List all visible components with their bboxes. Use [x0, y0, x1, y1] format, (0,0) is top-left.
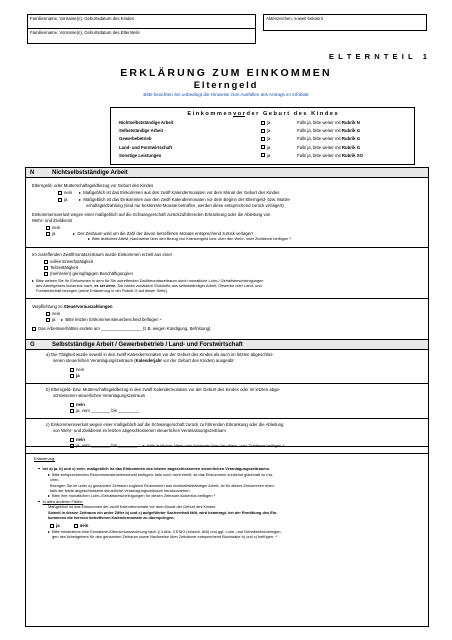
e2b: falls der letzte abgeschlossene steuerliche Veranlagungszeitraum heranzuziehen. [50, 488, 191, 493]
summary-row-label: Land- und Forstwirtschaft [119, 144, 172, 150]
reference-number-field[interactable] [263, 14, 427, 31]
g-b-yes-label: ja, vom ________ bis _________ [76, 408, 140, 413]
summary-row-rubrik: Rubrik SO [341, 152, 363, 158]
summary-row-checkbox[interactable] [261, 145, 265, 149]
section-n-letter: N [30, 169, 35, 176]
n-q1-no-row [58, 190, 279, 195]
e3b: Maßgeblich ist das Einkommen der zwölf Kalendermonate vor dem Monat der Geburt des Kindes [48, 504, 216, 509]
n-q2-yes-text: Der Zeitraum wird um die Zahl der davon betroffenen Monate entsprechend zurück verlagert [77, 231, 253, 236]
g-c-yes-checkbox[interactable] [70, 444, 74, 448]
n-q3-note-2a: des Arbeitgebers lückenlos nach, [36, 283, 95, 288]
summary-row-text: Falls ja, bitte weiter mit [297, 128, 342, 134]
e1-text: bei a) ja, b) und c) nein: maßgeblich ist das Einkommen des letzten abgeschlossenen steuerlichen Veranlagungszeitraums. [42, 466, 270, 471]
e1b-text: Bitte entsprechenden Einkommensteuerbescheid beifügen; falls noch nicht erteilt, ist das Einkommen zunächst glaubhaft zu ma- [52, 472, 274, 477]
f-yes-checkbox[interactable] [50, 524, 54, 528]
g-b-no-checkbox[interactable] [70, 403, 74, 407]
n-q3-opt-2 [44, 271, 133, 276]
section-g-letter: G [30, 341, 35, 348]
n-q4-no-checkbox[interactable] [46, 312, 50, 316]
e1-row [38, 467, 270, 472]
g-c-line-2: von Wehr- und Zivildienst im letzten abgeschlossenen steuerlichen Veranlassungszeitraum [53, 428, 226, 433]
section-n-title: Nichtselbstständige Arbeit [52, 169, 128, 176]
summary-row-instruction [297, 153, 363, 158]
part-label: E L T E R N T E I L 1 [328, 52, 428, 61]
arrow-icon [88, 238, 90, 240]
divider [26, 247, 428, 248]
n-q3-checkbox-0[interactable] [44, 260, 48, 264]
summary-row-text: Falls ja, bitte weiter mit [297, 136, 342, 142]
n-q3: Im zutreffenden Zwölfmonatszeitraum wurde Einkommen erzielt aus einer [32, 252, 173, 257]
g-c-no-row [70, 437, 85, 442]
n-q5-row [32, 326, 210, 331]
divider [26, 453, 428, 454]
g-a-line-2 [53, 358, 234, 363]
n-q5-text: Das Arbeitsverhältnis endete am _________________ (z.B. wegen Kündigung, Befristung) [38, 326, 211, 331]
summary-row-opt-label: ja [267, 128, 271, 134]
g-b-yes-row [70, 408, 140, 413]
summary-heading [111, 111, 414, 117]
e3c: Soweit in diesen Zeitraum ein unter Ziffer b) und c) aufgeführter Sachverhalt fällt, wird beantragt, bei der Ermittlung des Ein- [48, 510, 278, 515]
arrow-icon [79, 192, 81, 194]
arrow-icon [48, 495, 50, 497]
divider [26, 418, 428, 419]
n-q4-yes-label: ja [52, 317, 56, 322]
n-q1-no-checkbox[interactable] [58, 191, 62, 195]
f2-row: gen des Arbeitgebers für den genannten Zeitraum sowie Nachweise über Zeiträume entsprechend Buchstabe b) und c) beifügen. ⁴ [52, 534, 277, 539]
n-q4-bold: Steuervorauszahlungen [63, 304, 113, 309]
n-q1-yes-text-2: schaftsgeldzahlung (sind nur bestimmte Monate betroffen, werden diese entsprechend zurück verlagert) [86, 203, 284, 208]
g-b-yes-checkbox[interactable] [70, 409, 74, 413]
n-q1-yes-checkbox[interactable] [58, 198, 62, 202]
summary-row-label: Gewerbebetrieb [119, 136, 152, 142]
summary-row-label: Nichtselbstständige Arbeit [119, 120, 174, 125]
n-q4-yes-checkbox[interactable] [46, 318, 50, 322]
n-q3-opt-0 [44, 259, 93, 264]
summary-row-rubrik: Rubrik N [341, 120, 360, 125]
g-a-line-2-bold: Kalenderjahr [135, 358, 162, 363]
g-b-no-row [70, 402, 85, 407]
arrow-icon [79, 199, 81, 201]
summary-row-option [261, 128, 270, 133]
summary-row-text: Falls ja, bitte weiter mit [297, 152, 342, 158]
n-q2-b: Wehr- und Zivildienst [32, 218, 73, 223]
explanation-box [25, 465, 429, 627]
n-q1-yes-text: Maßgeblich ist das Einkommen aus den zwölf Kalendermonaten vor dem Beginn der Elterngeld- bzw. Mutter- [83, 197, 291, 202]
g-c-no-label: nein [76, 437, 85, 442]
g-c-line-1: c) Einkommensverlust wegen einer maßgeblich auf die Schwangerschaft zurück zu führenden Erkrankung oder die Ableitung [46, 422, 284, 427]
n-q3-note-2b: es sei denn [94, 283, 116, 288]
divider [26, 383, 428, 384]
g-a-line-2-pre: senen steuerlichen Veranlagungszeitraum ( [53, 358, 136, 363]
summary-row-text: Falls ja, bitte weiter mit [297, 144, 342, 150]
arrow-icon [61, 319, 63, 321]
e1c: chen. [50, 477, 60, 482]
n-q5-checkbox[interactable] [32, 327, 36, 331]
e3d: kommens die hiervon betroffenen Kalendermonate zu überspringen: [48, 515, 175, 520]
summary-row-text: Falls ja, bitte weiter mit [297, 120, 342, 125]
n-q4-yes-row: ja Bitte letzten Einkommensteuerbescheid beifügen ⁴ [46, 317, 162, 322]
n-q3-opt-label-0: vollen Erwerbstätigkeit [50, 259, 93, 264]
summary-row-checkbox[interactable] [261, 121, 265, 125]
n-q2-no-label: nein [52, 225, 61, 230]
section-g-title: Selbstständige Arbeit / Gewerbebetrieb / Land- und Forstwirtschaft [52, 341, 243, 348]
summary-row-label: Sonstige Leistungen [119, 152, 162, 158]
income-summary-box [110, 107, 415, 165]
n-q4-pre: Verpflichtung zu [32, 304, 64, 309]
n-q4-yes-text: Bitte letzten Einkommensteuerbescheid beifügen [65, 317, 159, 322]
g-a-yes-checkbox[interactable] [70, 374, 74, 378]
g-b-line-2: schlossenen steuerlichen Veranlagungszeitraum [53, 393, 146, 398]
g-c-yes-label: ja, vom ________ bis ________ [76, 443, 138, 448]
summary-row-label: Selbstständige Arbeit [119, 128, 164, 134]
n-q2: Einkommensverlust wegen einer maßgeblich auf die Schwangerschaft zurückzuführenden Erkrankung oder die Ableitung von [32, 212, 271, 217]
arrow-icon [48, 531, 50, 533]
g-a-no-checkbox[interactable] [70, 368, 74, 372]
g-a-yes-label: ja [76, 373, 80, 378]
n-q4-no-label: nein [52, 311, 61, 316]
g-a-yes-row [70, 373, 80, 378]
summary-row-opt-label: ja [267, 136, 271, 142]
n-q1: Elterngeld- oder Mutterschaftsgeldbezug vor Geburt des Kindes [32, 183, 154, 188]
summary-row-opt-label: ja [267, 120, 271, 125]
arrow-icon [143, 445, 145, 447]
g-a-line-2-post: vor der Geburt des Kindes) ausgeübt [161, 358, 234, 363]
n-q1-no-text: Maßgeblich ist das Einkommen aus den zwölf Kalendermonaten vor dem Monat der Geburt des Kindes [83, 190, 280, 195]
info-note: Bitte beachten Sie unbedingt die Hinweise zum Ausfüllen des Antrags im Infoblatt [143, 92, 309, 97]
page-subtitle: Elterngeld [193, 80, 259, 91]
child-name-label: Familienname, Vorname(n), Geburtsdatum des Kindes [30, 16, 134, 21]
g-a-line-1: a) Die Tätigkeit wurde sowohl in den zwölf Kalendermonaten vor der Geburt des Kindes als auch im letzten abgeschlos- [46, 352, 274, 357]
e2c-text: Bitte Ihre monatlichen Lohn-/Gehaltsbescheinigungen für diesen Zeitraum lückenlos beifügen [52, 493, 213, 498]
n-q3-note-3: Forstwirtschaft bezogen (siehe Erläuterung in der Rubrik G auf dieser Seite). [36, 288, 168, 293]
n-q1-yes-label: ja [64, 197, 68, 202]
parent-name-field[interactable] [27, 28, 256, 44]
n-q3-opt-label-1: Teilzeittätigkeit [50, 265, 78, 270]
f-no-label: nein [79, 523, 89, 528]
n-q4-no-row [46, 311, 60, 316]
summary-row-instruction [297, 120, 360, 125]
g-a-no-label: nein [76, 367, 85, 372]
n-q2-attach-text: Bitte ärztliches Attest, Nachweise über den Bezug von Krankengeld bzw. über den Wehr- oder Zivildienst beifügen [92, 236, 289, 241]
f2-text: gen des Arbeitgebers für den genannten Zeitraum sowie Nachweise über Zeiträume entsprechend Buchstabe b) und c) beifügen. [52, 534, 275, 539]
e2c-row: Bitte Ihre monatlichen Lohn-/Gehaltsbescheinigungen für diesen Zeitraum lückenlos beifügen ⁴ [48, 494, 215, 499]
n-q3-opt-1 [44, 265, 78, 270]
summary-row-option [261, 153, 270, 158]
child-name-field[interactable] [27, 14, 256, 29]
f-choice-row [50, 523, 88, 528]
reference-number-label: Aktenzeichen, soweit bekannt [266, 16, 323, 21]
n-q1-yes-row [58, 197, 291, 202]
e2: Bezogen Sie im unter a) genannten Zeitraum zugleich Einkommen aus nichtselbstständiger Arbeit, ist für dieses Einkommen eben- [50, 483, 276, 488]
summary-row-option [261, 145, 270, 150]
summary-row-option [261, 136, 270, 141]
arrow-icon [48, 474, 50, 476]
g-c-no-checkbox[interactable] [70, 438, 74, 442]
bullet-icon [38, 468, 40, 470]
parent-name-label: Familienname, Vorname(n), Geburtsdatum des Elternteils [30, 30, 140, 35]
g-b-line-1: b) Elterngeld- bzw. Mutterschaftsgeldbezug in den zwölf Kalendermonaten vor der Geburt des Kindes oder im letzten abge- [46, 387, 281, 392]
divider [26, 298, 428, 299]
g-c-yes-row: ja, vom ________ bis ________ Bitte ärztliches Attest oder Nachweis über den Wehr- oder Zivildienst beifügen ⁴ [70, 443, 284, 449]
summary-heading-vor: v o r [233, 111, 245, 117]
n-q4 [32, 304, 113, 309]
summary-row-instruction [297, 145, 360, 150]
n-q3-note-1-text: Bitte weisen Sie Ihr Einkommen in dem für Sie zutreffenden Zwölfmonatszeitraum durch monatliche Lohn-/ Gehaltsbescheinigungen [36, 278, 264, 283]
summary-row-instruction [297, 136, 360, 141]
summary-row-instruction [297, 128, 360, 133]
n-q2-attach-row: Bitte ärztliches Attest, Nachweise über den Bezug von Krankengeld bzw. über den Wehr- oder Zivildienst beifügen ⁴ [88, 237, 291, 242]
n-q2-yes-checkbox[interactable] [46, 232, 50, 236]
summary-row-checkbox[interactable] [261, 137, 265, 141]
summary-row-rubrik: Rubrik G [341, 128, 361, 134]
summary-heading-pre: E i n k o m m e n [187, 111, 234, 117]
page-title: ERKLÄRUNG ZUM EINKOMMEN [120, 67, 332, 79]
summary-row-checkbox[interactable] [261, 153, 265, 157]
g-c-attach-text: Bitte ärztliches Attest oder Nachweis über den Wehr- oder Zivildienst beifügen [147, 443, 282, 448]
summary-row-rubrik: Rubrik G [341, 144, 361, 150]
summary-row-checkbox[interactable] [261, 129, 265, 133]
summary-row-rubrik: Rubrik G [341, 136, 361, 142]
f-yes-label: ja [56, 523, 60, 528]
n-q3-checkbox-1[interactable] [44, 266, 48, 270]
f-no-checkbox[interactable] [74, 524, 78, 528]
g-erl-label: Erläuterung: [34, 456, 56, 461]
summary-row-opt-label: ja [267, 144, 271, 150]
n-q2-yes-label: ja [52, 231, 56, 236]
bullet-icon [38, 501, 40, 503]
summary-row-option [261, 120, 270, 125]
summary-heading-post: d e r G e b u r t d e s K i n d e s [244, 111, 338, 117]
f1-text: Bitte mindestens eine Einnahme-/Überschussrechnung nach § 4 Abs. 3 EStG (einschl. AfA) und ggf. Lohn- und Gehaltsbescheinigun- [52, 529, 282, 534]
n-q3-checkbox-2[interactable] [44, 272, 48, 276]
arrow-icon [73, 233, 75, 235]
e1b-row [48, 473, 273, 478]
section-g-body [25, 349, 429, 465]
e3-text: In allen anderen Fällen: [42, 499, 84, 504]
summary-row-opt-label: ja [267, 152, 271, 158]
n-q3-note-2c: , Sie haben zusätzlich Einkünfte aus selbstständiger Arbeit, Gewerbe oder Land- und [115, 283, 262, 288]
arrow-icon [32, 280, 34, 282]
n-q3-opt-label-2: (mehreren) geringfügigen Beschäftigung/en [50, 271, 133, 276]
n-q2-no-checkbox[interactable] [46, 226, 50, 230]
n-q1-no-label: nein [64, 190, 73, 195]
g-a-no-row [70, 367, 84, 372]
n-q2-no-row [46, 225, 60, 230]
g-b-no-label: nein [76, 402, 85, 407]
